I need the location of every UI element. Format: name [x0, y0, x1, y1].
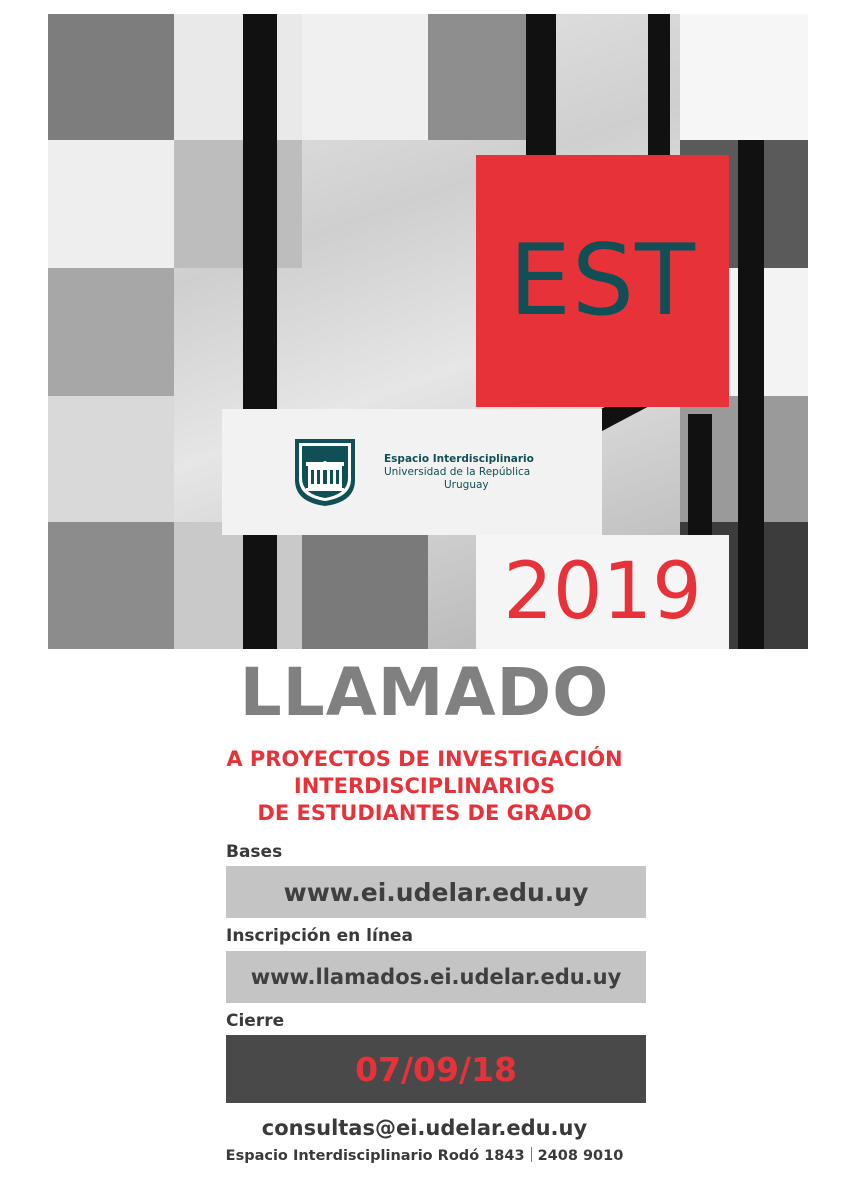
logo-line-3: Uruguay — [444, 479, 489, 491]
university-seal-icon — [292, 436, 358, 508]
inscripcion-label: Inscripción en línea — [226, 926, 413, 946]
cierre-date: 07/09/18 — [226, 1035, 646, 1103]
contact-address-line — [0, 1147, 849, 1164]
est-cell — [476, 155, 729, 407]
cierre-label: Cierre — [226, 1011, 285, 1031]
photo-tile — [174, 140, 302, 268]
logo-text — [384, 453, 534, 492]
subtitle-line-1: A PROYECTOS DE INVESTIGACIÓN — [226, 747, 623, 771]
photo-beam — [648, 14, 670, 155]
photo-beam — [738, 140, 764, 649]
contact-address: Espacio Interdisciplinario Rodó 1843 — [225, 1148, 525, 1164]
bases-link[interactable]: www.ei.udelar.edu.uy — [226, 866, 646, 918]
photo-tile — [48, 14, 174, 140]
logo-line-2: Universidad de la República — [384, 466, 531, 478]
logo-block — [222, 409, 602, 535]
photo-tile — [680, 14, 808, 140]
photo-tile — [48, 140, 174, 268]
page-title: LLAMADO — [239, 654, 610, 731]
photo-tile — [302, 522, 428, 649]
inscripcion-link[interactable]: www.llamados.ei.udelar.edu.uy — [226, 951, 646, 1003]
photo-tile — [48, 522, 174, 649]
subtitle — [0, 746, 849, 827]
photo-tile — [48, 396, 174, 522]
hero-photo-collage — [48, 14, 808, 649]
est-text: EST — [509, 224, 696, 338]
bases-label: Bases — [226, 842, 283, 862]
logo-line-1: Espacio Interdisciplinario — [384, 453, 534, 465]
photo-beam — [243, 14, 277, 649]
photo-tile — [174, 522, 302, 649]
photo-beam — [526, 14, 556, 155]
separator — [531, 1147, 532, 1162]
subtitle-line-2: INTERDISCIPLINARIOS — [293, 774, 556, 798]
subtitle-line-3: DE ESTUDIANTES DE GRADO — [257, 801, 592, 825]
photo-tile — [174, 14, 302, 140]
photo-tile — [302, 14, 428, 140]
contact-phone: 2408 9010 — [537, 1148, 624, 1164]
year-block — [476, 535, 729, 649]
photo-tile — [48, 268, 174, 396]
year-text: 2019 — [503, 547, 702, 637]
contact-email[interactable]: consultas@ei.udelar.edu.uy — [261, 1116, 588, 1140]
